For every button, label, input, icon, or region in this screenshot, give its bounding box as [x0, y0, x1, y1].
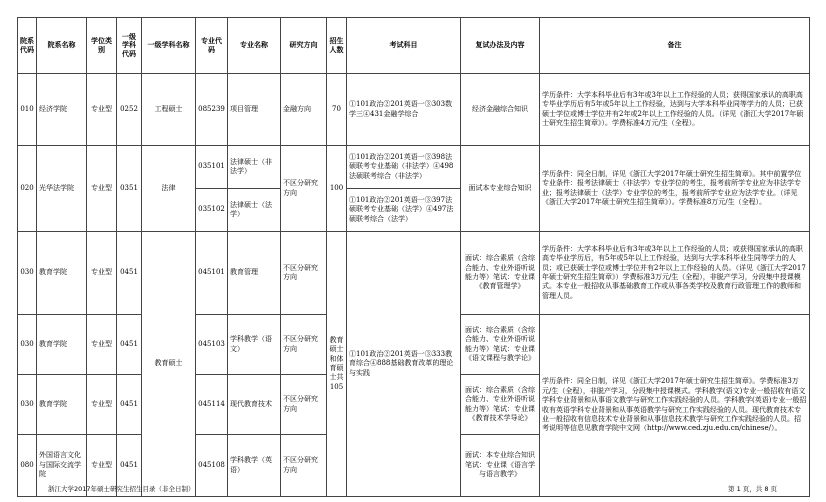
- header-dept-code: 院系代码: [18, 18, 37, 74]
- research-direction: 不区分研究方向: [281, 315, 327, 375]
- level1-code: 0451: [117, 232, 142, 315]
- level1-code: 0451: [117, 435, 142, 497]
- retest-method: 面试本专业综合知识: [461, 146, 540, 232]
- retest-method: 面试：本专业综合知识 笔试：专业课《语言学与语言教学》: [461, 435, 540, 497]
- degree-type: 专业型: [87, 375, 117, 435]
- research-direction: 不区分研究方向: [281, 375, 327, 435]
- major-code: 045114: [196, 375, 228, 435]
- level1-code: 0351: [117, 146, 142, 232]
- major-name: 学科教学（语文）: [228, 315, 281, 375]
- header-major-name: 专业名称: [228, 18, 281, 74]
- research-direction: 不区分研究方向: [281, 435, 327, 497]
- dept-name: 经济学院: [37, 74, 87, 146]
- retest-method: 经济金融综合知识: [461, 74, 540, 146]
- degree-type: 专业型: [87, 315, 117, 375]
- dept-code: 030: [18, 315, 37, 375]
- header-notes: 备注: [540, 18, 810, 74]
- retest-method: 面试：综合素质（含综合能力、专业外语听说能力等）笔试：专业课《教育管理学》: [461, 232, 540, 315]
- major-code: 035101: [196, 146, 228, 189]
- header-row: [18, 18, 810, 74]
- notes: 学历条件：同全日制，详见《浙江大学2017年硕士研究生招生简章》。学费标准3万元/生（全程），非脱产学习，分段集中授课模式。学科教学(语文)专业一般招收有语文学科专业背景和从事语文教学与研究工作实践经验的人员。学科教学(英语)专业一般招收有英语学科专业背景和从事英语教学与研究工作实践经验的人员。现代教育技术专业一般招收有信息技术专业背景和从事信息技术教学与研究工作实践经验的人员。招考说明等信息见教育学院中文网（http://www.ced.zju.edu.cn/chinese/）。: [540, 315, 810, 497]
- major-code: 045101: [196, 232, 228, 315]
- notes: 学历条件：大学本科毕业后有3年或3年以上工作经验的人员；获得国家承认的高职高专毕业学历后有5年或5年以上工作经验，达到与大学本科毕业同等学力的人员；已获硕士学位或博士学位并有2年或2年以上工作经验的人员。（详见《浙江大学2017年硕士研究生招生简章》）。学费标准4万元/生（全程）。: [540, 74, 810, 146]
- exam-subjects: ①101政治②201英语一③333教育综合④888基础教育改革的理论与实践: [347, 232, 461, 497]
- dept-name: 光华法学院: [37, 146, 87, 232]
- notes: 学历条件：大学本科毕业后有3年或3年以上工作经验的人员；或获得国家承认的高职高专毕业学历后，有5年或5年以上工作经验，达到与大学本科毕业生同等学力的人员；或已获硕士学位或博士学位并有2年以上工作经验的人员。（详见《浙江大学2017年硕士研究生招生简章》）学费标准3万元/生（全程），非脱产学习，分段集中授课模式。本专业一般招收从事基础教育工作或从事各类学校及教育行政管理工作的教师和管理人员。: [540, 232, 810, 315]
- major-code: 045108: [196, 435, 228, 497]
- header-dept-name: 院系名称: [37, 18, 87, 74]
- page-number: 第 1 页，共 8 页: [728, 485, 778, 493]
- major-name: 学科教学（英语）: [228, 435, 281, 497]
- research-direction: 金融方向: [281, 74, 327, 146]
- retest-method: 面试：综合素质（含综合能力、专业外语听说能力等）笔试：专业课《语文课程与教学论》: [461, 315, 540, 375]
- header-exam: 考试科目: [347, 18, 461, 74]
- level1-code: 0451: [117, 315, 142, 375]
- major-code: 085239: [196, 74, 228, 146]
- dept-name: 外国语言文化与国际交流学院: [37, 435, 87, 497]
- major-code: 035102: [196, 189, 228, 232]
- dept-name: 教育学院: [37, 375, 87, 435]
- notes: 学历条件：同全日制，详见《浙江大学2017年硕士研究生招生简章》。其中前置学位专业条件：报考法律硕士（非法学）专业学位的考生，报考前所学专业应为非法学专业；报考法律硕士（法学）专业学位的考生，报考前所学专业应为法学专业。（详见《浙江大学2017年硕士研究生招生简章》）。学费标准8万元/生（全程）。: [540, 146, 810, 232]
- header-level1-code: 一级学科代码: [117, 18, 142, 74]
- level1-name: 工程硕士: [142, 74, 196, 146]
- research-direction: 不区分研究方向: [281, 232, 327, 315]
- major-name: 现代教育技术: [228, 375, 281, 435]
- major-code: 045103: [196, 315, 228, 375]
- footer-title: 浙江大学2017年硕士研究生招生目录（非全日制）: [48, 485, 195, 493]
- level1-name: 法律: [142, 146, 196, 232]
- catalog-table: [17, 17, 810, 497]
- table-row: [18, 146, 810, 189]
- level1-code: 0451: [117, 375, 142, 435]
- degree-type: 专业型: [87, 435, 117, 497]
- research-direction: 不区分研究方向: [281, 146, 327, 232]
- dept-code: 030: [18, 375, 37, 435]
- level1-name: 教育硕士: [142, 232, 196, 497]
- major-name: 法律硕士（非法学）: [228, 146, 281, 189]
- dept-code: 010: [18, 74, 37, 146]
- degree-type: 专业型: [87, 74, 117, 146]
- header-level1-name: 一级学科名称: [142, 18, 196, 74]
- table-row: [18, 232, 810, 315]
- header-quota: 招生人数: [327, 18, 347, 74]
- major-name: 项目管理: [228, 74, 281, 146]
- header-direction: 研究方向: [281, 18, 327, 74]
- quota: 100: [327, 146, 347, 232]
- header-major-code: 专业代码: [196, 18, 228, 74]
- degree-type: 专业型: [87, 146, 117, 232]
- level1-code: 0252: [117, 74, 142, 146]
- degree-type: 专业型: [87, 232, 117, 315]
- dept-code: 080: [18, 435, 37, 497]
- dept-name: 教育学院: [37, 232, 87, 315]
- quota: 教育硕士和体育硕士共105: [327, 232, 347, 497]
- exam-subjects: ①101政治②201英语一③397法硕联考专业基础（法学）④497法硕联考综合（法学）: [347, 189, 461, 232]
- dept-name: 教育学院: [37, 315, 87, 375]
- header-retest: 复试办法及内容: [461, 18, 540, 74]
- quota: 70: [327, 74, 347, 146]
- major-name: 法律硕士（法学）: [228, 189, 281, 232]
- retest-method: 面试：综合素质（含综合能力、专业外语听说能力等）笔试：专业课《教育技术学导论》: [461, 375, 540, 435]
- exam-subjects: ①101政治②201英语一③303数学三④431金融学综合: [347, 74, 461, 146]
- major-name: 教育管理: [228, 232, 281, 315]
- dept-code: 020: [18, 146, 37, 232]
- table-row: [18, 74, 810, 146]
- header-degree-type: 学位类别: [87, 18, 117, 74]
- dept-code: 030: [18, 232, 37, 315]
- exam-subjects: ①101政治②201英语一③398法硕联考专业基础（非法学）④498法硕联考综合（非法学）: [347, 146, 461, 189]
